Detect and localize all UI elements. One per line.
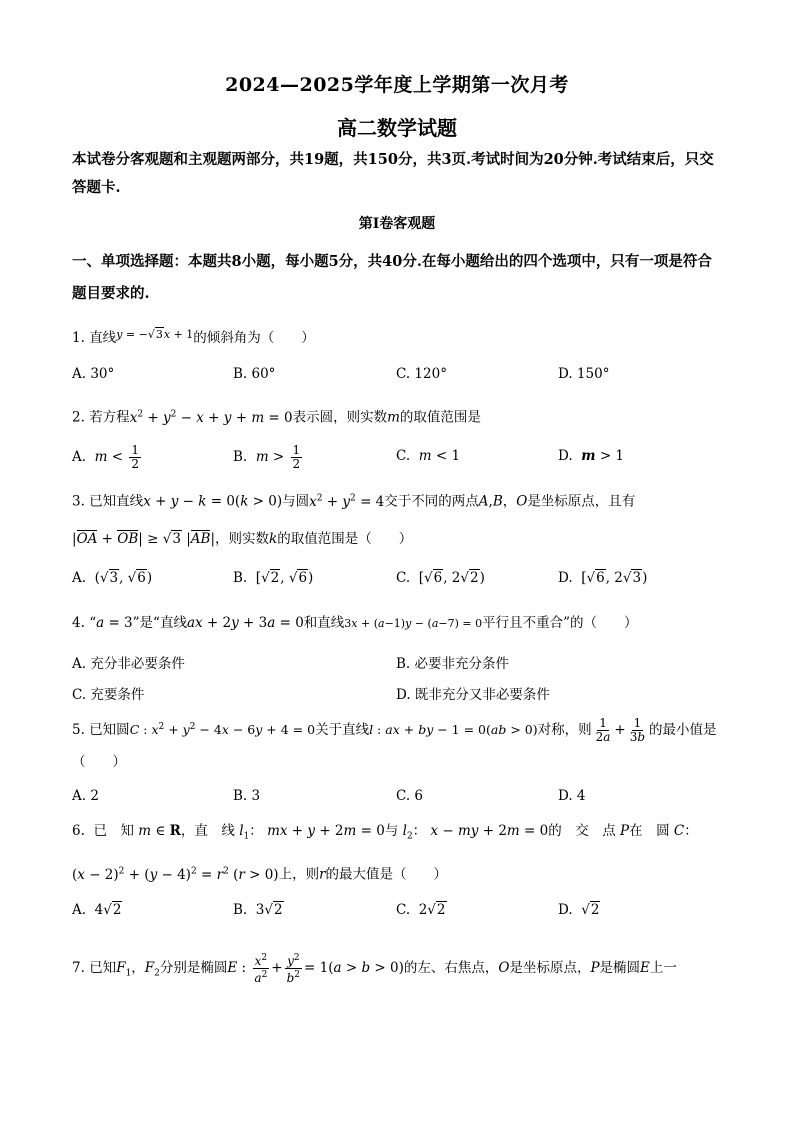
- question-text: ，则实数: [215, 531, 270, 547]
- question-7: 7. 已知$F_1$，$F_2$分别是椭圆E : $\frac{x^2}{a^2}$ + $\frac{y^2}{b^2}$ = 1(a > b > 0)的左、右焦点，O是坐标原点，P是椭圆E上一: [72, 953, 677, 985]
- math-fraction: $\frac{1}{2a}$: [595, 716, 611, 745]
- exam-intro: 本试卷分客观题和主观题两部分，共19题，共150分，共3页.考试时间为20分钟.考试结束后，只交答题卡.: [72, 151, 714, 196]
- question-text: 已知圆: [89, 722, 130, 739]
- question-text: 平行且不重合”的（ ）: [482, 615, 638, 631]
- math-formula: l : ax + by − 1 = 0(ab > 0): [369, 722, 538, 738]
- question-text: 分别是椭圆: [159, 960, 228, 976]
- question-number: 2.: [72, 409, 85, 426]
- question-text: 的倾斜角为（ ）: [193, 330, 315, 346]
- option-c: C. m < 1: [396, 448, 461, 464]
- math-var: k: [269, 531, 278, 547]
- option-c: C. 2√2: [396, 902, 446, 918]
- question-6: 6. 已 知 m ∈ R，直 线 $l_1$： mx + y + 2m = 0与 $l_2$： x − my + 2m = 0的 交 点 P在 圆 C：: [72, 823, 698, 842]
- option-d: D. 150°: [558, 366, 610, 382]
- question-text: 对称，则: [537, 722, 592, 739]
- section-heading: 一、单项选择题：本题共8小题，每小题5分，共40分.在每小题给出的四个选项中，只有一项是符合题目要求的.: [72, 253, 712, 302]
- question-text: 在 圆: [629, 823, 670, 839]
- math-var: O: [516, 493, 528, 510]
- question-number: 3.: [72, 493, 85, 510]
- question-text: ，直 线: [180, 823, 235, 839]
- option-a: A. m < $\frac{1}{2}$: [72, 443, 139, 471]
- option-b: B. 60°: [233, 366, 276, 382]
- option-b: B. 3√2: [233, 902, 283, 918]
- math-formula: m ∈ R: [138, 823, 181, 839]
- question-text: 关于直线: [315, 722, 370, 739]
- exam-subject: 高二数学试题: [337, 116, 457, 140]
- math-formula: $(x - 2)^2 + (y - 4)^2 = r^2$ (r > 0): [72, 866, 279, 883]
- math-formula: $x^2 + y^2 - x + y + m = 0$: [129, 409, 293, 426]
- question-text: 上一: [649, 960, 677, 976]
- math-formula: E : $\frac{x^2}{a^2}$ + $\frac{y^2}{b^2}$ = 1(a > b > 0): [227, 953, 404, 985]
- question-text: 是坐标原点，且有: [527, 493, 636, 510]
- question-2: [72, 401, 724, 431]
- question-text: 的最大值是（ ）: [325, 866, 448, 883]
- question-number: 1.: [72, 330, 85, 346]
- option-b: B. m > $\frac{1}{2}$: [233, 443, 301, 471]
- math-formula: a = 3: [96, 615, 133, 631]
- option-c: C. 120°: [396, 366, 447, 382]
- question-number: 7.: [72, 960, 85, 976]
- option-d: D. 既非充分又非必要条件: [396, 687, 550, 703]
- option-b: B. [√2, √6): [233, 570, 314, 586]
- math-formula: C : $x^2 + y^2 - 4x - 6y + 4 = 0$: [129, 722, 316, 738]
- math-formula: |OA + OB| ≥ √3 |AB|: [72, 531, 216, 547]
- math-formula: $l_2$: [402, 823, 413, 842]
- question-1: [72, 322, 724, 351]
- question-text: 交于不同的两点: [384, 493, 479, 510]
- question-text: 表示圆，则实数: [292, 409, 388, 426]
- question-4: [72, 610, 724, 637]
- question-text: “: [89, 615, 97, 631]
- question-text: 和直线: [303, 615, 345, 631]
- question-text: 是坐标原点，: [509, 960, 591, 976]
- option-d: D. √2: [558, 902, 600, 918]
- question-number: 5.: [72, 722, 85, 739]
- math-var: m: [387, 409, 400, 426]
- math-formula: mx + y + 2m = 0: [267, 823, 385, 839]
- question-3: 3. 已知直线x + y − k = 0(k > 0)与圆$x^2 + y^2 = 4$交于不同的两点A,B，O是坐标原点，且有: [72, 493, 636, 510]
- math-fraction: $\frac{1}{3b}$: [629, 716, 646, 745]
- math-formula: 3x + (a−1)y − (a−7) = 0: [344, 617, 483, 630]
- question-text: ，: [502, 493, 517, 510]
- question-text: 若方程: [89, 409, 130, 426]
- option-b: B. 必要非充分条件: [396, 656, 510, 672]
- math-formula: $x^2 + y^2 = 4$: [309, 493, 385, 510]
- math-var: r: [319, 866, 326, 883]
- exam-title: 2024—2025学年度上学期第一次月考: [225, 74, 569, 96]
- question-text: 的左、右焦点，: [403, 960, 499, 976]
- question-3-line2: [72, 526, 724, 552]
- question-text: 与圆: [282, 493, 310, 510]
- question-text: 是椭圆: [599, 960, 641, 976]
- question-text: 已知: [89, 960, 117, 976]
- question-text: 的取值范围是: [399, 409, 481, 426]
- math-formula: x + y − k = 0(k > 0): [143, 493, 283, 510]
- option-d: D. m > 1: [558, 448, 625, 464]
- option-b: B. 3: [233, 788, 261, 804]
- option-c: C. 6: [396, 788, 424, 804]
- math-var: A: [478, 493, 489, 510]
- question-text: 已 知: [93, 823, 134, 839]
- option-d: D. 4: [558, 788, 586, 804]
- math-formula: ax + 2y + 3a = 0: [186, 615, 304, 631]
- question-text: 的 交 点: [548, 823, 616, 839]
- option-a: A. 30°: [72, 366, 115, 382]
- question-text: 直线: [89, 330, 117, 346]
- question-text: 与: [384, 823, 399, 839]
- question-text: 已知直线: [89, 493, 144, 510]
- question-5-line2: （ ）: [72, 754, 126, 770]
- option-a: A. (√3, √6): [72, 570, 153, 586]
- question-5: 5. 已知圆C : $x^2 + y^2 - 4x - 6y + 4 = 0$关于直线l : ax + by − 1 = 0(ab > 0)对称，则 $\frac{1}{2a}$ + $\frac{1}{3b}$ 的最小值是: [72, 716, 717, 745]
- option-c: C. 充要条件: [72, 687, 145, 703]
- question-text: 上，则: [278, 866, 320, 883]
- math-formula: x − my + 2m = 0: [430, 823, 549, 839]
- math-formula: y = −√3x + 1: [116, 328, 194, 341]
- question-number: 4.: [72, 615, 85, 631]
- math-formula: $l_1$: [239, 823, 250, 842]
- question-text: 的最小值是: [649, 722, 717, 739]
- option-a: A. 2: [72, 788, 99, 804]
- question-number: 6.: [72, 823, 85, 839]
- option-a: A. 充分非必要条件: [72, 656, 185, 672]
- question-text: 的取值范围是（ ）: [277, 531, 413, 547]
- option-a: A. 4√2: [72, 902, 122, 918]
- part-title: 第I卷客观题: [358, 216, 436, 232]
- option-c: C. [√6, 2√2): [396, 570, 485, 586]
- option-d: D. [√6, 2√3): [558, 570, 648, 586]
- question-6-line2: [72, 858, 724, 888]
- question-text: ”是“直线: [132, 615, 187, 631]
